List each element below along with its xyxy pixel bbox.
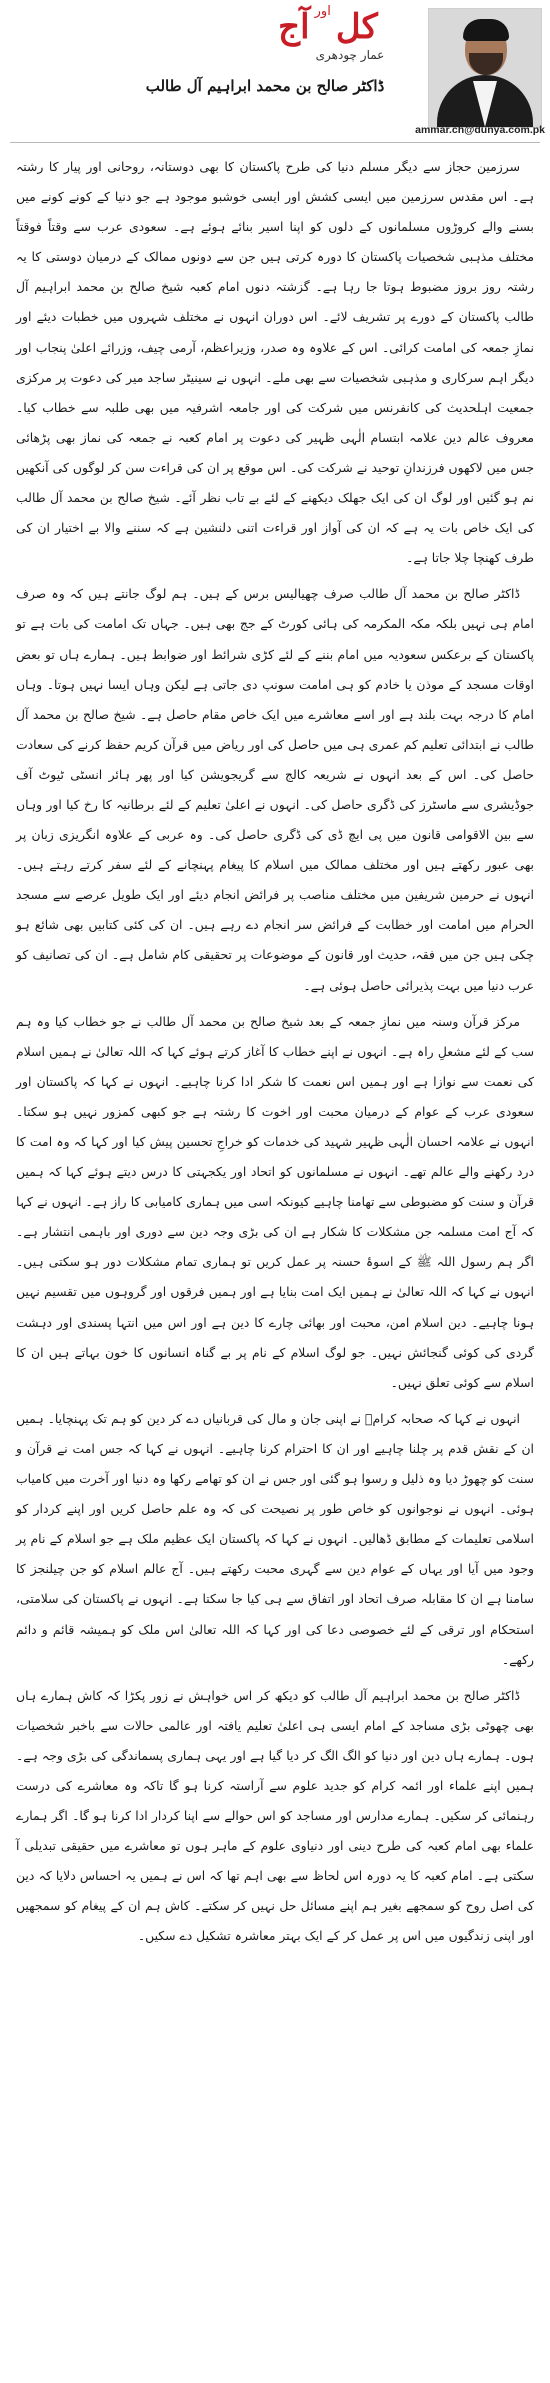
article-paragraph: انہوں نے کہا کہ صحابہ کرامؓ نے اپنی جان و مال کی قربانیاں دے کر دین کو ہم تک پہنچایا۔ ہمیں ان کے نقش قدم پر چلنا چاہیے اور ان کا احترام کرنا چاہیے۔ انہوں نے کہا کہ جس امت نے قرآن و سنت کو چھوڑ دیا وہ ذلیل و رسوا ہو گئی اور جس نے ان کو تھامے رکھا وہ دنیا اور آخرت میں کامیاب ہوئی۔ انہوں نے نوجوانوں کو خاص طور پر نصیحت کی کہ وہ علم حاصل کریں اور اپنے کردار کو اسلامی تعلیمات کے مطابق ڈھالیں۔ انہوں نے کہا کہ پاکستان ایک عظیم ملک ہے جو اسلام کے نام پر وجود میں آیا اور یہاں کے عوام دین سے گہری محبت رکھتے ہیں۔ آج عالم اسلام کو جن چیلنجز کا سامنا ہے ان کا مقابلہ صرف اتحاد اور اتفاق سے ہی کیا جا سکتا ہے۔ انہوں نے پاکستان کی سلامتی، استحکام اور ترقی کے لئے خصوصی دعا کی اور کہا کہ اللہ تعالیٰ اس ملک کو ہمیشہ قائم و دائم رکھے۔ — [16, 1410, 534, 1667]
column-logo-word-1: کل — [335, 7, 378, 47]
article-paragraph: ڈاکٹر صالح بن محمد آل طالب صرف چھیالیس برس کے ہیں۔ ہم لوگ جانتے ہیں کہ وہ صرف امام ہی نہیں بلکہ مکہ المکرمہ کی ہائی کورٹ کے جج بھی ہیں۔ جہاں تک امامت کی بات ہے تو پاکستان کے برعکس سعودیہ میں امام بننے کے لئے کڑی شرائط اور ضوابط ہیں۔ ہمارے ہاں تو بعض اوقات مسجد کے موذن یا خادم کو ہی امامت سونپ دی جاتی ہے لیکن وہاں ایسا نہیں ہوتا۔ وہاں امام کا درجہ بہت بلند ہے اور اسے معاشرے میں ایک خاص مقام حاصل ہے۔ شیخ صالح بن محمد آل طالب نے ابتدائی تعلیم کم عمری ہی میں حاصل کی اور ریاض میں قرآن کریم حفظ کرنے کی سعادت حاصل کی۔ اس کے بعد انہوں نے شریعہ کالج سے گریجویشن کیا اور پھر ہائر انسٹی ٹیوٹ آف جوڈیشری سے ماسٹرز کی ڈگری حاصل کی۔ انہوں نے اعلیٰ تعلیم کے لئے برطانیہ کا رخ کیا اور وہاں سے بین الاقوامی قانون میں پی ایچ ڈی کی ڈگری حاصل کی۔ وہ عربی کے علاوہ انگریزی زبان پر بھی عبور رکھتے ہیں اور مختلف ممالک میں اسلام کا پیغام پہنچانے کے لئے سفر کرتے رہتے ہیں۔ انہوں نے حرمین شریفین میں مختلف مناصب پر فرائض انجام دیئے اور ایک طویل عرصے سے مسجد الحرام میں امامت اور خطابت کے فرائض سر انجام دے رہے ہیں۔ ان کی کئی کتابیں بھی شائع ہو چکی ہیں جن میں فقہ، حدیث اور قانون کے موضوعات پر تحقیقی کام شامل ہے۔ ان کی تصانیف کو عرب دنیا میں بہت پذیرائی حاصل ہوئی ہے۔ — [16, 586, 534, 993]
column-logo — [258, 4, 398, 52]
article-paragraph: مرکز قرآن وسنہ میں نمازِ جمعہ کے بعد شیخ صالح بن محمد آل طالب نے جو خطاب کیا وہ ہم سب کے لئے مشعلِ راہ ہے۔ انہوں نے اپنے خطاب کا آغاز کرتے ہوئے کہا کہ اللہ تعالیٰ نے ہمیں اسلام کی نعمت سے نوازا ہے اور ہمیں اس نعمت کا شکر ادا کرنا چاہیے۔ انہوں نے کہا کہ پاکستان اور سعودی عرب کے عوام کے درمیان محبت اور اخوت کا رشتہ ہے جو کبھی کمزور نہیں ہو سکتا۔ انہوں نے علامہ احسان الٰہی ظہیر شہید کی خدمات کو خراجِ تحسین پیش کیا اور کہا کہ وہ امت کا درد رکھنے والے عالم تھے۔ انہوں نے مسلمانوں کو اتحاد اور یکجہتی کا درس دیتے ہوئے کہا کہ ہمیں قرآن و سنت کو مضبوطی سے تھامنا چاہیے کیونکہ اسی میں ہماری کامیابی کا راز ہے۔ انہوں نے کہا کہ آج امت مسلمہ جن مشکلات کا شکار ہے ان کی بڑی وجہ دین سے دوری اور باہمی انتشار ہے۔ اگر ہم رسول اللہ ﷺ کے اسوۂ حسنہ پر عمل کریں تو ہماری تمام مشکلات دور ہو سکتی ہیں۔ انہوں نے کہا کہ اللہ تعالیٰ نے ہمیں ایک امت بنایا ہے اور ہمیں فرقوں اور گروہوں میں تقسیم نہیں ہونا چاہیے۔ دین اسلام امن، محبت اور بھائی چارے کا دین ہے اور اس میں انتہا پسندی اور دہشت گردی کی کوئی گنجائش نہیں۔ جو لوگ اسلام کے نام پر بے گناہ انسانوں کا خون بہاتے ہیں ان کا اسلام سے کوئی تعلق نہیں۔ — [16, 1013, 534, 1390]
article-paragraph: ڈاکٹر صالح بن محمد ابراہیم آل طالب کو دیکھ کر اس خواہش نے زور پکڑا کہ کاش ہمارے ہاں بھی چھوٹی بڑی مساجد کے امام ایسی ہی اعلیٰ تعلیم یافتہ اور عالمی حالات سے باخبر شخصیات ہوں۔ ہمارے ہاں دین اور دنیا کو الگ الگ کر دیا گیا ہے اور یہی ہماری پسماندگی کی بڑی وجہ ہے۔ ہمیں اپنے علماء اور ائمہ کرام کو جدید علوم سے آراستہ کرنا ہو گا تاکہ وہ معاشرے کی درست رہنمائی کر سکیں۔ ہمارے مدارس اور مساجد کو اس حوالے سے اپنا کردار ادا کرنا ہو گا۔ اگر ہمارے علماء بھی امام کعبہ کی طرح دینی اور دنیاوی علوم کے ماہر ہوں تو معاشرے میں حقیقی تبدیلی آ سکتی ہے۔ امام کعبہ کا یہ دورہ اس لحاظ سے بھی اہم تھا کہ اس نے ہمیں یہ احساس دلایا کہ دین کی اصل روح کو سمجھے بغیر ہم اپنے مسائل حل نہیں کر سکتے۔ کاش ہم ان کے پیغام کو سمجھیں اور اپنی زندگیوں میں اس پر عمل کر کے ایک بہتر معاشرہ تشکیل دے سکیں۔ — [16, 1687, 534, 1944]
column-logo-word-3: آج — [278, 7, 310, 47]
column-header — [0, 0, 550, 150]
article-body — [16, 152, 534, 1958]
author-email: ammar.ch@dunya.com.pk — [415, 124, 545, 136]
author-photo — [428, 8, 542, 128]
article-paragraph: سرزمین حجاز سے دیگر مسلم دنیا کی طرح پاکستان کا بھی دوستانہ، روحانی اور پیار کا رشتہ ہے۔ اس مقدس سرزمین میں ایسی کشش اور ایسی خوشبو موجود ہے جو دنیا کے کونے کونے میں بسنے والے کروڑوں مسلمانوں کے دلوں کو اپنا اسیر بنائے ہوئے ہے۔ سعودی عرب سے وقتاً فوقتاً مختلف مذہبی شخصیات پاکستان کا دورہ کرتی ہیں جن سے دونوں ممالک کے درمیان دوستی کا یہ رشتہ روز بروز مضبوط ہوتا جا رہا ہے۔ گزشتہ دنوں امام کعبہ شیخ صالح بن محمد ابراہیم آل طالب پاکستان کے دورے پر تشریف لائے۔ اس دوران انہوں نے مختلف شہروں میں خطبات دیئے اور نمازِ جمعہ کی امامت کرائی۔ اس کے علاوہ وہ صدر، وزیراعظم، آرمی چیف، وزرائے اعلیٰ پنجاب اور دیگر اہم سرکاری و مذہبی شخصیات سے بھی ملے۔ انہوں نے سینیٹر ساجد میر کی دعوت پر مرکزی جمعیت اہلحدیث کی کانفرنس میں شرکت کی اور جامعہ اشرفیہ میں بھی طلبہ سے خطاب کیا۔ معروف عالم دین علامہ ابتسام الٰہی ظہیر کی دعوت پر امام کعبہ نے جمعہ کی نماز بھی پڑھائی جس میں لاکھوں فرزندانِ توحید نے شرکت کی۔ اس موقع پر ان کی قراءت سن کر لوگوں کی آنکھیں نم ہو گئیں اور لوگ ان کی ایک جھلک دیکھنے کے لئے بے تاب نظر آئے۔ شیخ صالح بن محمد آل طالب کی ایک خاص بات یہ ہے کہ ان کی آواز اور قراءت اتنی دلنشین ہے کہ سننے والا بے اختیار ان کی طرف کھنچا چلا جاتا ہے۔ — [16, 159, 534, 566]
column-logo-word-2: اور — [314, 4, 331, 19]
author-name: عمار چودھری — [315, 48, 385, 62]
article-title: ڈاکٹر صالح بن محمد ابراہیم آل طالب — [145, 77, 385, 95]
author-photo-hair — [463, 19, 509, 41]
header-divider — [10, 142, 540, 143]
